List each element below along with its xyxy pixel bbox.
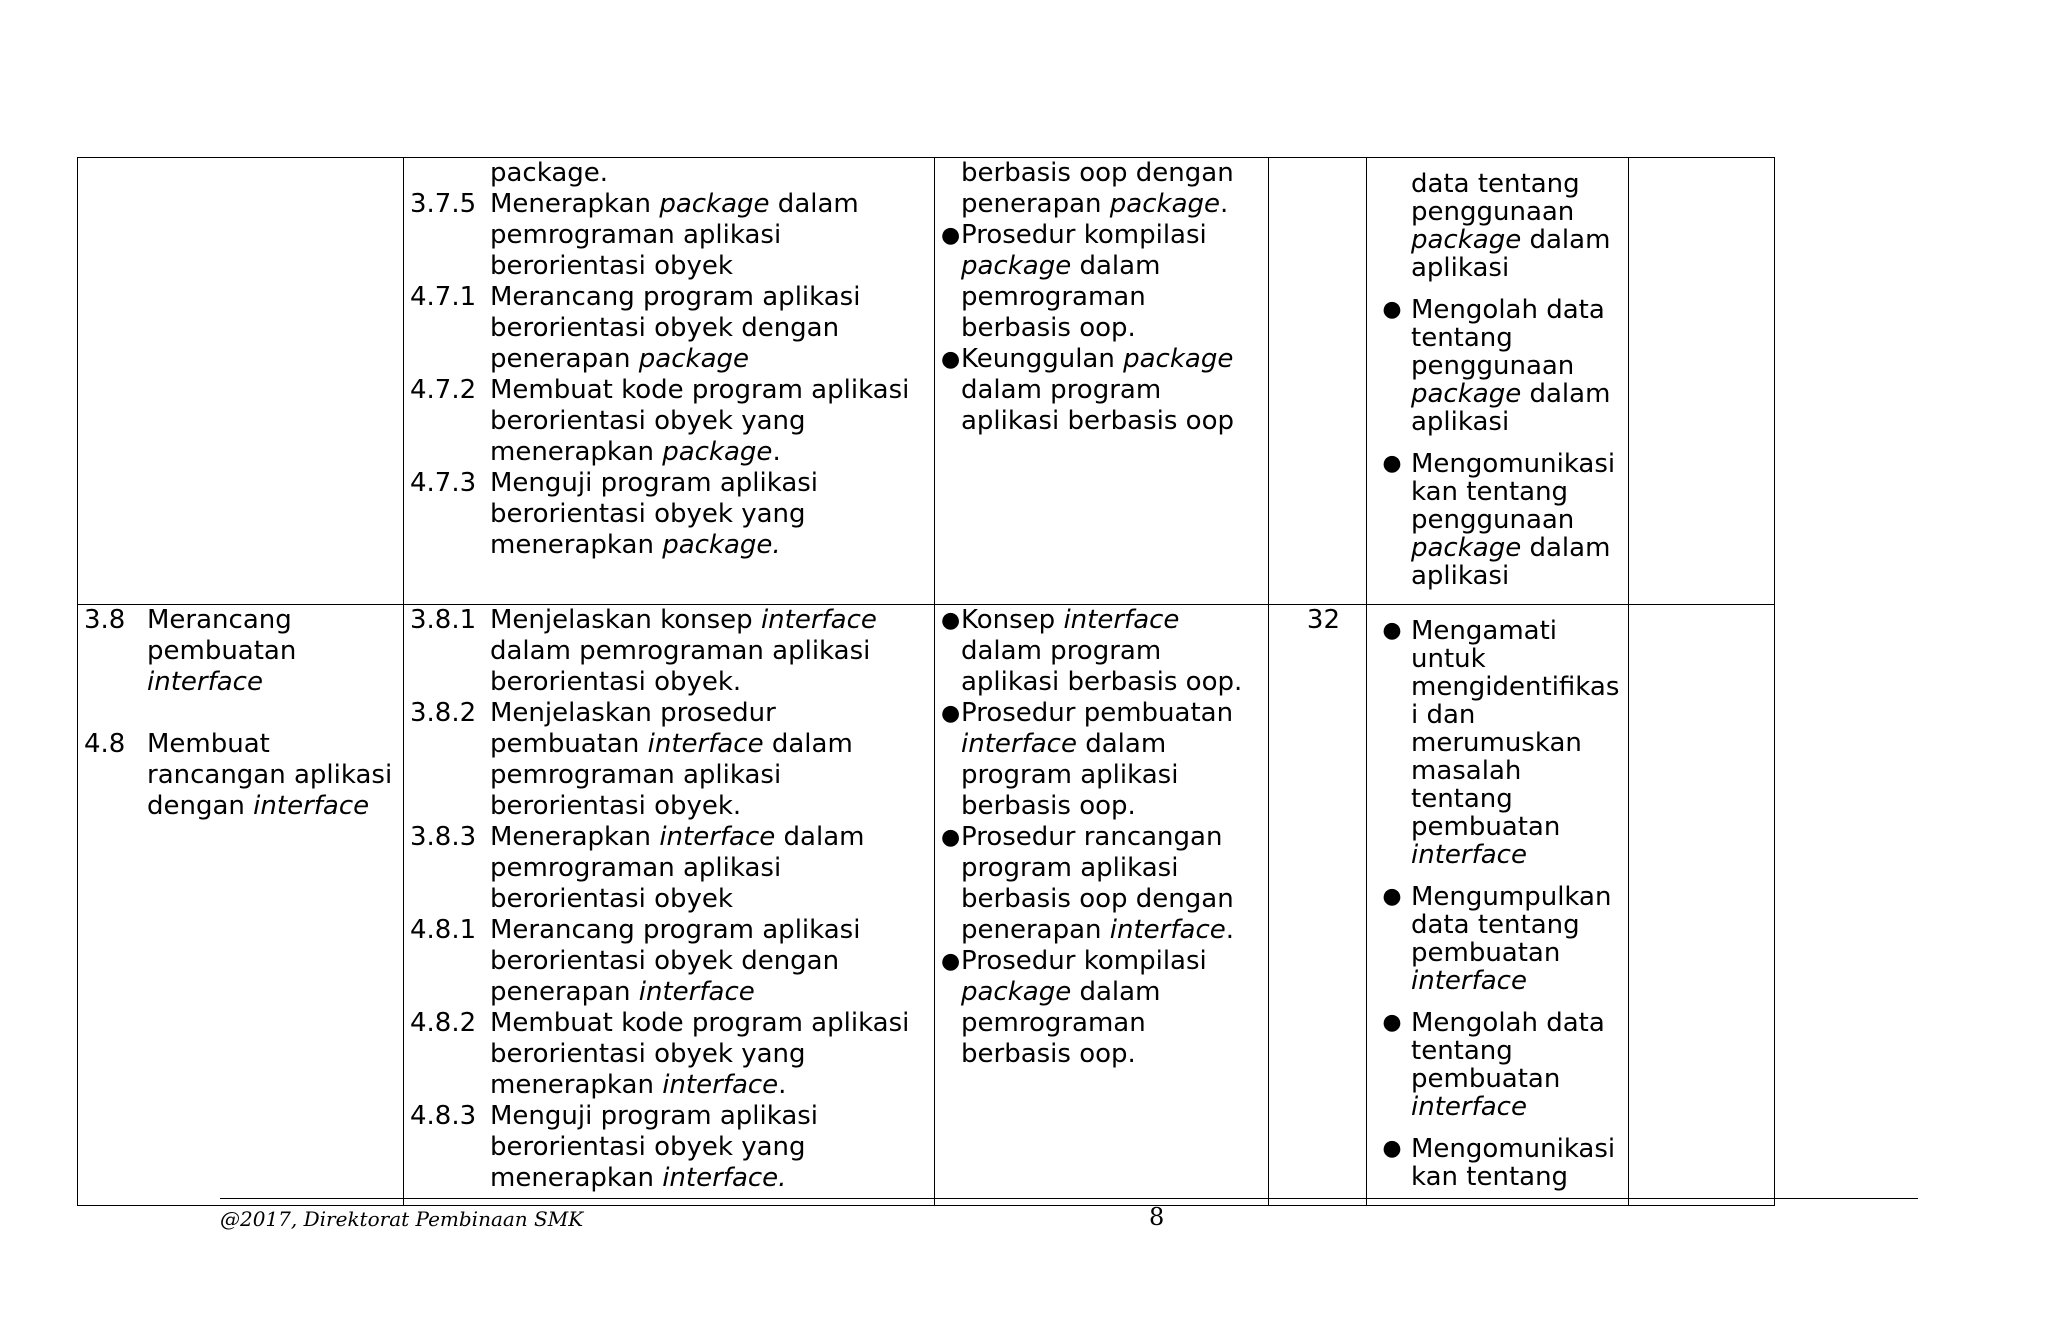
continued-text	[941, 158, 1262, 220]
bullet-text	[1411, 883, 1622, 995]
item-number: 3.8.1	[410, 605, 477, 635]
time-cell	[1269, 158, 1367, 605]
table-row	[78, 605, 1775, 1206]
bullet-item	[1373, 450, 1622, 590]
bullet-item	[1373, 617, 1622, 869]
text-segment: Prosedur pembuatan	[961, 698, 1234, 728]
bullet-icon: ●	[941, 949, 961, 974]
time-allocation: 32	[1306, 605, 1340, 635]
text-segment: package	[1411, 379, 1522, 409]
bullet-text	[1411, 1009, 1622, 1121]
bullet-text	[1411, 296, 1622, 436]
item-text	[490, 158, 928, 189]
bullet-icon: ●	[1382, 297, 1402, 322]
text-segment: Mengumpulkan data tentang pembuatan	[1411, 882, 1612, 968]
bullet-item	[941, 605, 1262, 698]
indicator-item	[410, 1008, 928, 1101]
bullet-item	[1373, 883, 1622, 995]
bullet-icon: ●	[941, 223, 961, 248]
text-segment: .	[778, 1070, 787, 1100]
text-segment: interface	[662, 1070, 779, 1100]
bullet-text	[961, 946, 1262, 1070]
bullet-text	[1411, 617, 1622, 869]
text-segment: interface.	[662, 1163, 787, 1193]
bullet-icon: ●	[1382, 451, 1402, 476]
bullet-text	[1411, 1135, 1622, 1191]
text-segment: Menerapkan	[490, 822, 660, 852]
text-segment: dalam pemrograman berbasis oop.	[961, 251, 1161, 343]
text-segment: package	[961, 251, 1072, 281]
lesson-plan-table	[77, 157, 1775, 1206]
text-segment: package.	[490, 158, 609, 188]
text-segment: Mengolah data tentang pembuatan	[1411, 1008, 1605, 1094]
bullet-item	[941, 946, 1262, 1070]
bullet-icon: ●	[1382, 1136, 1402, 1161]
text-segment: interface	[1109, 915, 1226, 945]
text-segment: package	[1411, 225, 1522, 255]
indicator-cell	[404, 158, 935, 605]
text-segment: interface	[760, 605, 877, 635]
competency-item	[84, 729, 397, 822]
item-text	[490, 1101, 928, 1194]
item-number: 3.8	[84, 605, 126, 635]
text-segment: package	[961, 977, 1072, 1007]
assessment-cell	[1629, 605, 1775, 1206]
text-segment: Merancang program aplikasi berorientasi obyek dengan penerapan	[490, 282, 861, 374]
text-segment: package.	[662, 530, 781, 560]
text-segment: package	[659, 189, 770, 219]
text-segment: package	[1411, 533, 1522, 563]
item-number: 4.7.1	[410, 282, 477, 312]
text-segment: interface	[253, 791, 370, 821]
text-segment: dalam program aplikasi berbasis oop	[961, 375, 1234, 436]
indicator-item	[410, 1101, 928, 1194]
item-text	[490, 189, 928, 282]
text-segment: Menguji program aplikasi berorientasi obyek yang menerapkan	[490, 468, 819, 560]
bullet-item	[941, 822, 1262, 946]
activity-cell	[1367, 158, 1629, 605]
bullet-icon: ●	[941, 608, 961, 633]
bullet-item	[941, 698, 1262, 822]
bullet-icon: ●	[1382, 1010, 1402, 1035]
item-text	[490, 605, 928, 698]
text-segment: interface	[638, 977, 755, 1007]
bullet-icon: ●	[1382, 884, 1402, 909]
item-number: 4.8.2	[410, 1008, 477, 1038]
text-segment: Prosedur kompilasi	[961, 220, 1207, 250]
material-cell	[935, 605, 1269, 1206]
indicator-item	[410, 605, 928, 698]
activity-cell	[1367, 605, 1629, 1206]
bullet-icon: ●	[941, 825, 961, 850]
item-text	[147, 729, 397, 822]
text-segment: Menjelaskan konsep	[490, 605, 761, 635]
bullet-text	[961, 344, 1262, 437]
item-number: 4.8.3	[410, 1101, 477, 1131]
bullet-text	[1411, 450, 1622, 590]
text-segment: Menjelaskan prosedur pembuatan	[490, 698, 776, 759]
text-segment: .	[1220, 189, 1229, 219]
indicator-item	[410, 822, 928, 915]
assessment-cell	[1629, 158, 1775, 605]
text-segment: dalam aplikasi	[1411, 225, 1611, 283]
item-number: 4.7.2	[410, 375, 477, 405]
bullet-icon: ●	[1382, 618, 1402, 643]
item-text	[490, 375, 928, 468]
text-segment: Prosedur rancangan program aplikasi berbasis oop dengan penerapan	[961, 822, 1234, 945]
text-segment: dalam aplikasi	[1411, 379, 1611, 437]
text-segment: dalam pemrograman aplikasi berorientasi obyek.	[490, 729, 853, 821]
text-segment: interface	[647, 729, 764, 759]
bullet-item	[1373, 296, 1622, 436]
text-segment: interface	[1411, 840, 1527, 870]
text-segment: dalam pemrograman aplikasi berorientasi obyek	[490, 822, 865, 914]
text-segment: dalam pemrograman berbasis oop.	[961, 977, 1161, 1069]
bullet-item	[1373, 1135, 1622, 1191]
item-number: 3.8.2	[410, 698, 477, 728]
bullet-item	[941, 220, 1262, 344]
text-segment: Merancang program aplikasi berorientasi obyek dengan penerapan	[490, 915, 861, 1007]
text-segment: Mengolah data tentang penggunaan	[1411, 295, 1605, 381]
bullet-item	[1373, 1009, 1622, 1121]
item-number	[410, 158, 490, 189]
text-segment: Konsep	[961, 605, 1064, 635]
indicator-item	[410, 158, 928, 189]
text-segment: Membuat kode program aplikasi berorientasi obyek yang menerapkan	[490, 375, 910, 467]
text-segment: package	[638, 344, 750, 374]
item-text	[490, 915, 928, 1008]
item-text	[147, 605, 397, 698]
item-text	[490, 282, 928, 375]
text-segment: Menerapkan	[490, 189, 660, 219]
text-segment: dalam aplikasi	[1411, 533, 1611, 591]
text-segment: package	[1109, 189, 1221, 219]
text-segment: dalam program aplikasi berbasis oop.	[961, 729, 1179, 821]
text-segment: Mengomunikasi kan tentang	[1411, 1134, 1616, 1192]
text-segment: data tentang penggunaan	[1411, 169, 1580, 227]
text-segment: berbasis oop dengan penerapan	[961, 158, 1234, 219]
item-text	[490, 1008, 928, 1101]
table-row	[78, 158, 1775, 605]
text-segment: Mengomunikasi kan tentang penggunaan	[1411, 449, 1616, 535]
indicator-item	[410, 915, 928, 1008]
continued-text	[1373, 170, 1622, 282]
item-text	[490, 822, 928, 915]
indicator-item	[410, 282, 928, 375]
text-segment: dalam program aplikasi berbasis oop.	[961, 636, 1243, 697]
item-number: 3.7.5	[410, 189, 477, 219]
text-segment: dalam pemrograman aplikasi berorientasi obyek.	[490, 636, 871, 697]
bullet-text	[961, 698, 1262, 822]
text-segment: Menguji program aplikasi berorientasi obyek yang menerapkan	[490, 1101, 819, 1193]
text-segment: package	[662, 437, 773, 467]
competency-cell	[78, 605, 404, 1206]
text-segment: Keunggulan	[961, 344, 1124, 374]
text-segment: interface	[659, 822, 776, 852]
text-segment: interface	[147, 667, 263, 697]
competency-item	[84, 605, 397, 698]
indicator-cell	[404, 605, 935, 1206]
indicator-item	[410, 375, 928, 468]
text-segment: package	[1123, 344, 1234, 374]
bullet-text	[961, 605, 1262, 698]
text-segment: interface	[1063, 605, 1180, 635]
text-segment: .	[1225, 915, 1235, 945]
indicator-item	[410, 468, 928, 561]
text-segment: Membuat kode program aplikasi berorientasi obyek yang menerapkan	[490, 1008, 910, 1100]
text-segment: dalam pemrograman aplikasi berorientasi obyek	[490, 189, 859, 281]
item-number: 4.7.3	[410, 468, 477, 498]
text-segment: Membuat rancangan aplikasi dengan	[147, 729, 393, 821]
material-cell	[935, 158, 1269, 605]
bullet-icon: ●	[941, 347, 961, 372]
footer-copyright: @2017, Direktorat Pembinaan SMK	[220, 1207, 584, 1231]
indicator-item	[410, 698, 928, 822]
text-segment: Mengamati untuk mengidentifikas i dan merumuskan masalah tentang pembuatan	[1411, 616, 1620, 842]
competency-cell	[78, 158, 404, 605]
text-segment: Merancang pembuatan	[147, 605, 297, 666]
item-text	[490, 468, 928, 561]
bullet-text	[961, 220, 1262, 344]
footer-divider	[220, 1198, 1918, 1199]
text-segment: interface	[1411, 1092, 1527, 1122]
indicator-item	[410, 189, 928, 282]
item-number: 3.8.3	[410, 822, 477, 852]
item-number: 4.8.1	[410, 915, 477, 945]
bullet-icon: ●	[941, 701, 961, 726]
time-cell	[1269, 605, 1367, 1206]
text-segment: Prosedur kompilasi	[961, 946, 1207, 976]
page-number: 8	[1149, 1203, 1165, 1231]
bullet-text	[961, 822, 1262, 946]
item-text	[490, 698, 928, 822]
text-segment: interface	[1411, 966, 1527, 996]
item-number: 4.8	[84, 729, 126, 759]
text-segment: interface	[961, 729, 1077, 759]
spacer	[84, 698, 397, 729]
bullet-item	[941, 344, 1262, 437]
text-segment: .	[772, 437, 781, 467]
